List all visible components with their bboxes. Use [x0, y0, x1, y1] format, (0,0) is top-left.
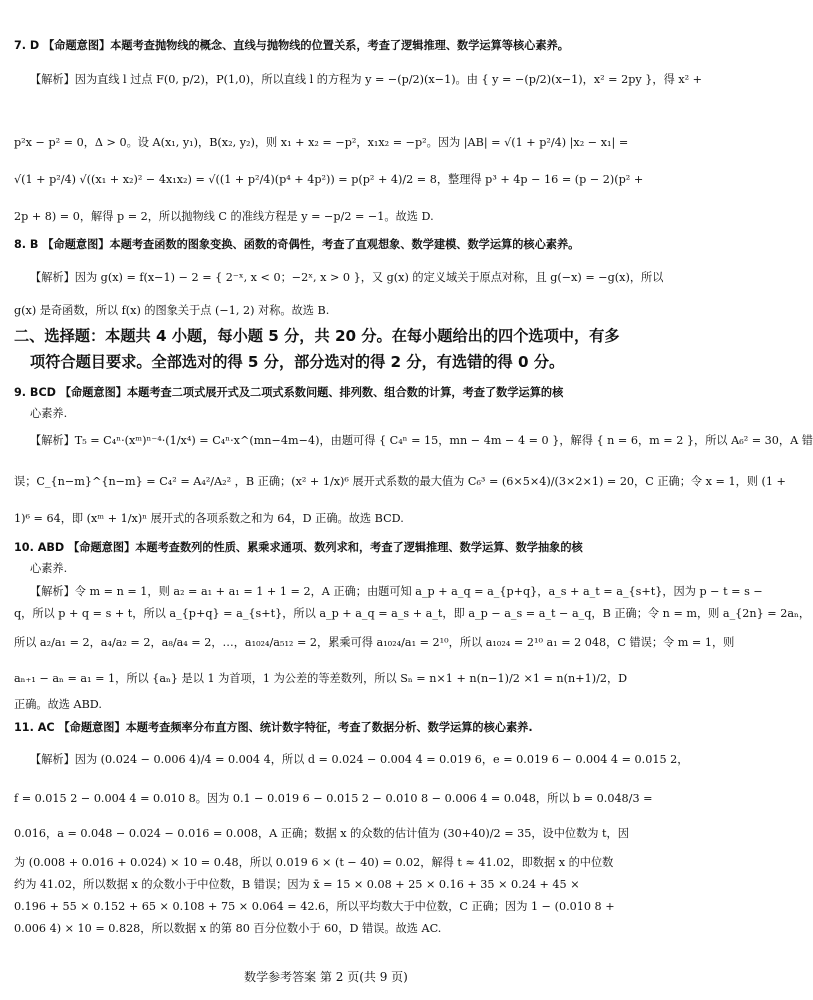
q9-solution-line-1: 【解析】T₅ = C₄ⁿ·(xᵐ)ⁿ⁻⁴·(1/x⁴) = C₄ⁿ·x^(mn−4m−4)，由题可得 { C₄ⁿ = 15，mn − 4m − 4 = 0 }，解得 { n = 6，m = 2 }，所以 A₆² = 30，A 错	[30, 434, 813, 447]
q10-solution-line-4: aₙ₊₁ − aₙ = a₁ = 1，所以 {aₙ} 是以 1 为首项，1 为公差的等差数列，所以 Sₙ = n×1 + n(n−1)/2 ×1 = n(n+1)/2，D	[14, 672, 628, 685]
section-heading-line-2: 项符合题目要求。全部选对的得 5 分，部分选对的得 2 分，有选错的得 0 分。	[30, 353, 565, 371]
section-heading-line-1: 二、选择题：本题共 4 小题，每小题 5 分，共 20 分。在每小题给出的四个选项中，有多	[14, 327, 620, 345]
q8-solution-line-1: 【解析】因为 g(x) = f(x−1) − 2 = { 2⁻ˣ, x < 0；−2ˣ, x > 0 }，又 g(x) 的定义域关于原点对称，且 g(−x) = −g(x)，所以	[30, 271, 664, 284]
q10-solution-line-2: q，所以 p + q = s + t，所以 a_{p+q} = a_{s+t}，所以 a_p + a_q = a_s + a_t，即 a_p − a_s = a_t − a_q，B 正确；令 n = m，则 a_{2n} = 2aₙ，	[14, 607, 811, 620]
q9-title-cont: 心素养.	[30, 407, 68, 420]
q9-title: 9. BCD 【命题意图】本题考查二项式展开式及二项式系数问题、排列数、组合数的计算，考查了数学运算的核	[14, 386, 564, 399]
q10-title-cont: 心素养.	[30, 562, 68, 575]
q7-solution-line-1: 【解析】因为直线 l 过点 F(0, p/2)，P(1,0)，所以直线 l 的方程为 y = −(p/2)(x−1)。由 { y = −(p/2)(x−1)，x² = 2py }，得 x² +	[30, 73, 703, 86]
q9-solution-line-2: 误；C_{n−m}^{n−m} = C₄² = A₄²/A₂² ，B 正确；(x² + 1/x)⁶ 展开式系数的最大值为 C₆³ = (6×5×4)/(3×2×1) = 20，C 正确；令 x = 1，则 (1 +	[14, 475, 786, 488]
q11-solution-line-7: 0.006 4) × 10 = 0.828，所以数据 x 的第 80 百分位数小于 60，D 错误。故选 AC.	[14, 922, 442, 935]
q7-title: 7. D 【命题意图】本题考查抛物线的概念、直线与抛物线的位置关系，考查了逻辑推理、数学运算等核心素养。	[14, 39, 569, 52]
page-footer: 数学参考答案 第 2 页(共 9 页)	[244, 970, 408, 984]
q11-solution-line-2: f = 0.015 2 − 0.004 4 = 0.010 8。因为 0.1 − 0.019 6 − 0.015 2 − 0.010 8 − 0.006 4 = 0.048，所以 b = 0.048/3 =	[14, 792, 653, 805]
q11-solution-line-5: 约为 41.02，所以数据 x 的众数小于中位数，B 错误；因为 x̄ = 15 × 0.08 + 25 × 0.16 + 35 × 0.24 + 45 ×	[14, 878, 580, 891]
q8-solution-line-2: g(x) 是奇函数，所以 f(x) 的图象关于点 (−1, 2) 对称。故选 B.	[14, 304, 330, 317]
q11-title: 11. AC 【命题意图】本题考查频率分布直方图、统计数字特征，考查了数据分析、数学运算的核心素养.	[14, 721, 533, 734]
q11-solution-line-3: 0.016，a = 0.048 − 0.024 − 0.016 = 0.008，A 正确；数据 x 的众数的估计值为 (30+40)/2 = 35，设中位数为 t，因	[14, 827, 629, 840]
q10-solution-line-5: 正确。故选 ABD.	[14, 698, 102, 711]
q11-solution-line-6: 0.196 + 55 × 0.152 + 65 × 0.108 + 75 × 0.064 = 42.6，所以平均数大于中位数，C 正确；因为 1 − (0.010 8 +	[14, 900, 615, 913]
q7-solution-line-4: 2p + 8) = 0，解得 p = 2，所以抛物线 C 的准线方程是 y = −p/2 = −1。故选 D.	[14, 210, 434, 223]
q9-solution-line-3: 1)⁶ = 64，即 (xᵐ + 1/x)ⁿ 展开式的各项系数之和为 64，D 正确。故选 BCD.	[14, 512, 404, 525]
q7-solution-line-2: p²x − p² = 0，Δ > 0。设 A(x₁, y₁)，B(x₂, y₂)，则 x₁ + x₂ = −p²，x₁x₂ = −p²。因为 |AB| = √(1 + p²/4) |x₂ − x₁| =	[14, 136, 629, 149]
q7-solution-line-3: √(1 + p²/4) √((x₁ + x₂)² − 4x₁x₂) = √((1 + p²/4)(p⁴ + 4p²)) = p(p² + 4)/2 = 8，整理得 p³ + 4p − 16 = (p − 2)(p² +	[14, 173, 644, 186]
q11-solution-line-1: 【解析】因为 (0.024 − 0.006 4)/4 = 0.004 4，所以 d = 0.024 − 0.004 4 = 0.019 6，e = 0.019 6 − 0.004 4 = 0.015 2，	[30, 753, 689, 766]
q10-solution-line-1: 【解析】令 m = n = 1，则 a₂ = a₁ + a₁ = 1 + 1 = 2，A 正确；由题可知 a_p + a_q = a_{p+q}，a_s + a_t = a_{s+t}，因为 p − t = s −	[30, 585, 763, 598]
q8-title: 8. B 【命题意图】本题考查函数的图象变换、函数的奇偶性，考查了直观想象、数学建模、数学运算的核心素养。	[14, 238, 580, 251]
q10-title: 10. ABD 【命题意图】本题考查数列的性质、累乘求通项、数列求和，考查了逻辑推理、数学运算、数学抽象的核	[14, 541, 583, 554]
q11-solution-line-4: 为 (0.008 + 0.016 + 0.024) × 10 = 0.48，所以 0.019 6 × (t − 40) = 0.02，解得 t ≈ 41.02，即数据 x 的中位数	[14, 856, 614, 869]
q10-solution-line-3: 所以 a₂/a₁ = 2，a₄/a₂ = 2，a₈/a₄ = 2，…，a₁₀₂₄/a₅₁₂ = 2，累乘可得 a₁₀₂₄/a₁ = 2¹⁰，所以 a₁₀₂₄ = 2¹⁰ a₁ = 2 048，C 错误；令 m = 1，则	[14, 636, 735, 649]
